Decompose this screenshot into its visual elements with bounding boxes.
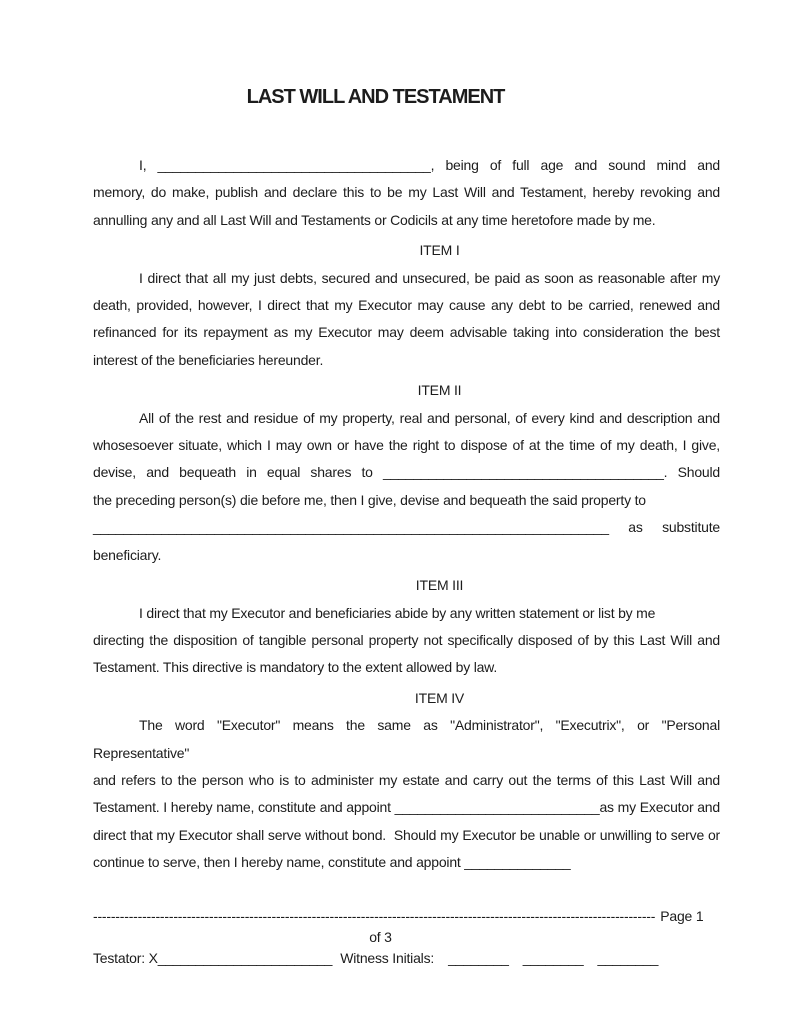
paragraph-line: I direct that my Executor and beneficiaries abide by any written statement or list by me (139, 604, 656, 621)
paragraph-line: The word "Executor" means the same as "Administrator", "Executrix", or "Personal Representative" (93, 717, 720, 761)
section-heading-item-iv: ITEM IV (414, 689, 465, 706)
paragraph-line: All of the rest and residue of my property, real and personal, of every kind and description and (139, 409, 720, 426)
witness-initials-blank-2: ________ (522, 949, 584, 966)
witness-initials-label: Witness Initials: (340, 949, 435, 966)
page-number: Page 1 (660, 907, 704, 924)
paragraph-line: direct that my Executor shall serve without bond. Should my Executor be unable or unwilling to serve or (93, 826, 720, 843)
separator-dashes: ------------------------------------------------------------------------------------------------------------------------------ (93, 907, 656, 924)
section-heading-item-ii: ITEM II (417, 382, 462, 399)
testator-signature-blank: _______________________ (157, 949, 333, 966)
document-title: LAST WILL AND TESTAMENT (246, 86, 505, 108)
paragraph-line: refinanced for its repayment as my Executor may deem advisable taking into consideration the best (93, 324, 720, 341)
section-heading-item-i: ITEM I (419, 242, 460, 259)
paragraph-line: interest of the beneficiaries hereunder. (93, 351, 324, 368)
paragraph-line: death, provided, however, I direct that my Executor may cause any debt to be carried, renewed and (93, 297, 720, 314)
paragraph-line: the preceding person(s) die before me, then I give, devise and bequeath the said property to (93, 491, 646, 508)
paragraph-line: I direct that all my just debts, secured and unsecured, be paid as soon as reasonable after my (139, 269, 720, 286)
paragraph-line: ____________________________________________________________________ as substitute (93, 519, 720, 536)
witness-initials-blank-3: ________ (597, 949, 659, 966)
witness-initials-blank-1: ________ (448, 949, 509, 966)
paragraph-line: and refers to the person who is to administer my estate and carry out the terms of this Last Will and (93, 771, 720, 788)
testator-label: Testator: (93, 949, 145, 966)
paragraph-line: memory, do make, publish and declare this to be my Last Will and Testament, hereby revoking and (93, 184, 720, 201)
paragraph-line: Testament. I hereby name, constitute and appoint ___________________________as my Executor and (93, 799, 720, 816)
paragraph-line: continue to serve, then I hereby name, constitute and appoint ______________ (93, 854, 571, 871)
signature-line (93, 948, 720, 969)
paragraph-line: whosesoever situate, which I may own or have the right to dispose of at the time of my death, I give, (93, 437, 720, 454)
paragraph-line: devise, and bequeath in equal shares to _____________________________________. Should (93, 464, 720, 481)
paragraph-line: I, ____________________________________, being of full age and sound mind and (139, 157, 720, 173)
paragraph-line: beneficiary. (93, 546, 162, 563)
section-heading-item-iii: ITEM III (415, 577, 464, 594)
page-footer (93, 906, 720, 969)
paragraph-line: Testament. This directive is mandatory to the extent allowed by law. (93, 659, 498, 676)
testator-x-mark: X (148, 949, 158, 966)
page-separator (93, 906, 720, 927)
paragraph-line: directing the disposition of tangible personal property not specifically disposed of by this Last Will and (93, 631, 720, 648)
page-count: of 3 (369, 928, 392, 945)
paragraph-line: annulling any and all Last Will and Testaments or Codicils at any time heretofore made by me. (93, 211, 656, 228)
